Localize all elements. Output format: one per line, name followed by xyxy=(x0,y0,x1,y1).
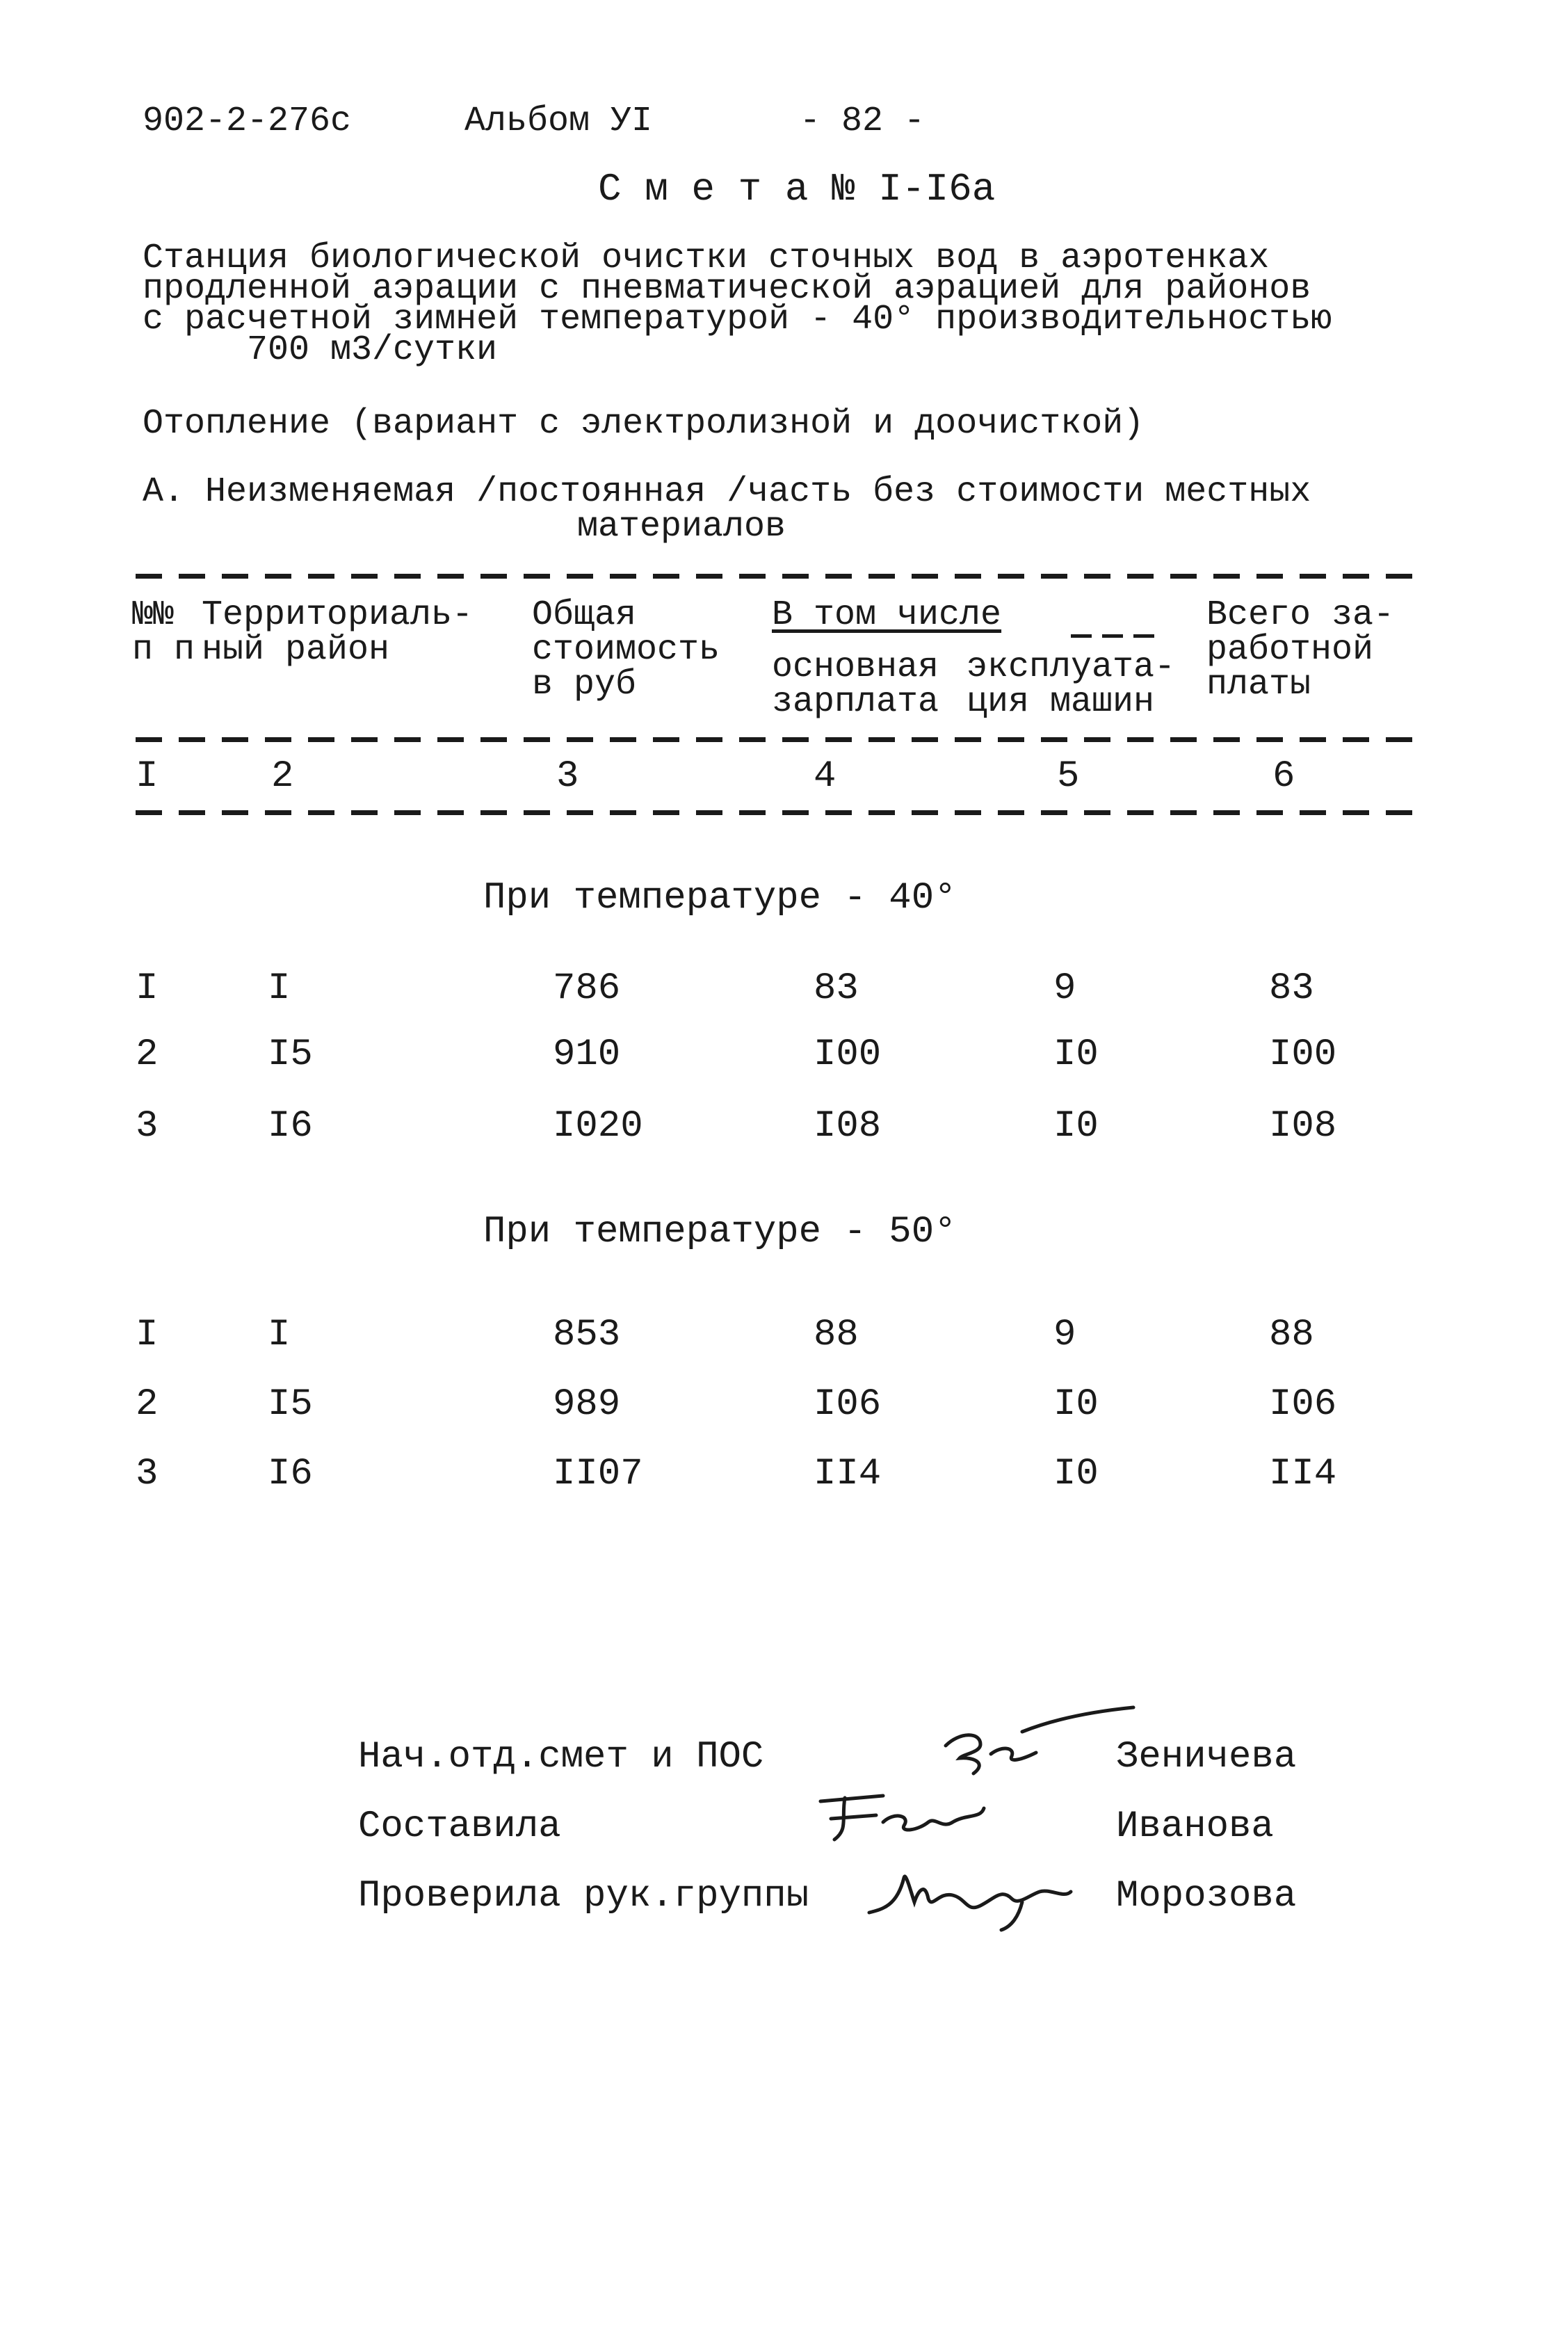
signature-name-checker: Морозова xyxy=(1116,1875,1297,1917)
handwritten-signature-checker xyxy=(862,1850,1099,1937)
cell-total-cost: II07 xyxy=(553,1453,643,1495)
cell-total-cost: I020 xyxy=(553,1105,643,1148)
cell-number: I xyxy=(136,1314,159,1356)
signature-role-checker: Проверила рук.группы xyxy=(358,1875,809,1917)
section-heading: При температуре - 50° xyxy=(483,1211,957,1253)
part-a-heading-cont: материалов xyxy=(577,507,786,547)
cell-number: 3 xyxy=(136,1105,159,1148)
signature-name-compiler: Иванова xyxy=(1116,1805,1274,1848)
header-col-number: №№ п п xyxy=(132,595,195,670)
cell-machine-operation: I0 xyxy=(1053,1105,1099,1148)
cell-region: I6 xyxy=(268,1105,313,1148)
column-number: I xyxy=(136,755,159,798)
cell-total-cost: 786 xyxy=(553,967,621,1010)
cell-total-wages: 88 xyxy=(1269,1314,1314,1356)
cell-total-cost: 853 xyxy=(553,1314,621,1356)
cell-total-wages: I08 xyxy=(1269,1105,1337,1148)
cell-number: 2 xyxy=(136,1383,159,1426)
project-description xyxy=(143,239,1394,370)
cell-region: I5 xyxy=(268,1033,313,1076)
header-col-total-wages: Всего за- работной платы xyxy=(1206,595,1395,705)
signature-role-head: Нач.отд.смет и ПОС xyxy=(358,1736,764,1778)
signature-name-head: Зеничева xyxy=(1116,1736,1297,1778)
cell-machine-operation: 9 xyxy=(1053,967,1076,1010)
header-bottom-rule xyxy=(136,737,1422,742)
description-line: с расчетной зимней температурой - 40° производительностью xyxy=(143,300,1332,339)
estimate-title: С м е т а № I-I6а xyxy=(598,167,996,211)
signature-role-compiler: Составила xyxy=(358,1805,561,1848)
cell-total-cost: 910 xyxy=(553,1033,621,1076)
cell-total-wages: I00 xyxy=(1269,1033,1337,1076)
cell-base-salary: II4 xyxy=(814,1453,882,1495)
header-col-machine-operation: эксплуата- ция машин xyxy=(967,647,1176,722)
cell-number: 3 xyxy=(136,1453,159,1495)
cell-base-salary: I06 xyxy=(814,1383,882,1426)
column-number: 4 xyxy=(814,755,836,798)
album-label: Альбом УI xyxy=(464,102,653,141)
description-line: Станция биологической очистки сточных вод в аэротенках xyxy=(143,239,1270,278)
handwritten-signature-compiler xyxy=(807,1780,987,1853)
column-numbers-rule xyxy=(136,810,1422,815)
column-number: 5 xyxy=(1057,755,1080,798)
section-heading: При температуре - 40° xyxy=(483,877,957,919)
header-col-base-salary: основная зарплата xyxy=(772,647,939,722)
cell-machine-operation: I0 xyxy=(1053,1033,1099,1076)
handwritten-signature-head xyxy=(932,1704,1140,1784)
cell-region: I xyxy=(268,967,291,1010)
cell-base-salary: 88 xyxy=(814,1314,859,1356)
cell-total-wages: 83 xyxy=(1269,967,1314,1010)
group-dash xyxy=(1071,634,1154,638)
cell-base-salary: I00 xyxy=(814,1033,882,1076)
cell-total-wages: I06 xyxy=(1269,1383,1337,1426)
cell-total-cost: 989 xyxy=(553,1383,621,1426)
description-line: продленной аэрации с пневматической аэрацией для районов xyxy=(143,269,1311,309)
cell-region: I5 xyxy=(268,1383,313,1426)
column-number: 6 xyxy=(1272,755,1295,798)
cell-machine-operation: I0 xyxy=(1053,1453,1099,1495)
cell-number: 2 xyxy=(136,1033,159,1076)
header-col-region: Территориаль- ный район xyxy=(202,595,474,670)
table-top-rule xyxy=(136,574,1422,579)
cell-number: I xyxy=(136,967,159,1010)
description-line: 700 м3/сутки xyxy=(247,330,498,370)
column-number: 3 xyxy=(556,755,579,798)
header-col-total-cost: Общая стоимость в руб xyxy=(532,595,720,705)
header-group-including: В том числе xyxy=(772,595,1002,635)
cell-region: I6 xyxy=(268,1453,313,1495)
document-number: 902-2-276с xyxy=(143,102,352,141)
cell-region: I xyxy=(268,1314,291,1356)
estimate-subject: Отопление (вариант с электролизной и доочисткой) xyxy=(143,404,1145,444)
cell-base-salary: I08 xyxy=(814,1105,882,1148)
cell-total-wages: II4 xyxy=(1269,1453,1337,1495)
cell-base-salary: 83 xyxy=(814,967,859,1010)
column-number: 2 xyxy=(271,755,294,798)
part-a-heading: А. Неизменяемая /постоянная /часть без стоимости местных xyxy=(143,472,1311,512)
cell-machine-operation: 9 xyxy=(1053,1314,1076,1356)
cell-machine-operation: I0 xyxy=(1053,1383,1099,1426)
page-number: - 82 - xyxy=(800,102,926,141)
